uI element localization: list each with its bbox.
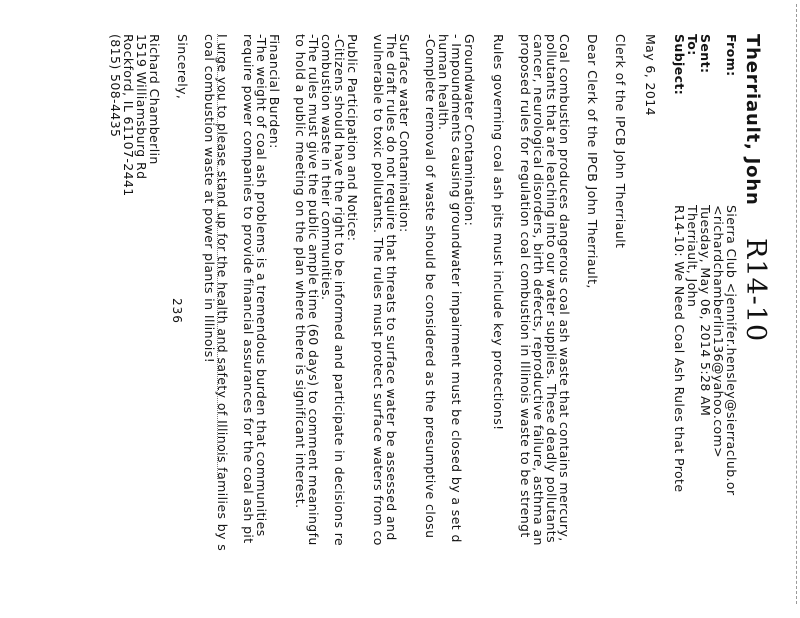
signature-block	[109, 34, 161, 294]
docket-number: R14-10	[740, 238, 771, 343]
section-line: - Impoundments causing groundwater impairment must be closed by a set d	[449, 34, 464, 543]
dotted-separator	[217, 34, 218, 479]
section-line: -The rules must give the public ample time (60 days) to comment meaningfu	[306, 34, 321, 546]
subject-label: Subject:	[672, 34, 687, 96]
closing-line: coal combustion waste at power plants in Illinois!	[202, 34, 217, 364]
signoff: Sincerely,	[175, 34, 190, 100]
header-subject-row	[673, 34, 686, 95]
header-to-row	[686, 34, 699, 56]
section-line: vulnerable to toxic pollutants. The rules must protect surface waters from co	[371, 34, 386, 546]
intro-line: cancer, neurological disorders, birth defects, reproductive failure, asthma an	[531, 34, 546, 546]
public-participation-section	[294, 34, 359, 604]
section-line: -Complete removal of waste should be considered as the presumptive closu	[423, 34, 438, 539]
letter-date: May 6, 2014	[643, 34, 658, 116]
section-heading: Surface water Contamination:	[397, 34, 412, 233]
intro-line: pollutants that are leaching into our water supplies. These deadly pollutants	[544, 34, 559, 544]
financial-burden-section	[242, 34, 281, 604]
header-sent-row	[699, 34, 712, 73]
page-number: 236	[170, 298, 184, 324]
recipient-line: Clerk of the IPCB John Therriault	[613, 34, 628, 249]
sent-value: Tuesday, May 06, 2014 5:28 AM	[698, 205, 713, 417]
signer-city: Rockford, IL 61107-2441	[121, 34, 136, 197]
to-label: To:	[685, 34, 700, 56]
header-from-row	[725, 34, 738, 77]
from-value-line-2: <richardchamberlin136@yahoo.com>	[711, 205, 726, 459]
intro-line: proposed rules for regulation coal combustion in Illinois waste to be strengt	[518, 34, 533, 538]
signer-street: 1519 Williamsburg Rd	[134, 34, 149, 180]
section-line: The draft rules do not require that threats to surface water be assessed and	[384, 34, 399, 541]
signer-name: Richard Chamberlin	[147, 34, 162, 165]
intro-line: Coal combustion produces dangerous coal ash waste that contains mercury,	[557, 34, 572, 542]
scan-top-edge	[796, 4, 797, 604]
section-line: combustion waste in their communities.	[319, 34, 334, 301]
section-line: -Citizens should have the right to be informed and participate in decisions re	[332, 34, 347, 547]
section-line: human health.	[436, 34, 451, 131]
intro-paragraph	[519, 34, 571, 604]
section-line: require power companies to provide financial assurances for the coal ash pit	[241, 34, 256, 544]
section-line: -The weight of coal ash problems is a tremendous burden that communities	[254, 34, 269, 537]
sender-name: Therriault, John	[742, 34, 763, 206]
surface-water-section	[372, 34, 411, 604]
closing-line: I urge you to please stand up for the health and safety of Illinois families by s	[215, 34, 230, 552]
section-heading: Financial Burden:	[267, 34, 282, 149]
section-line: to hold a public meeting on the plan where there is significant interest.	[293, 34, 308, 509]
key-protections-line: Rules governing coal ash pits must include key protections!	[491, 34, 506, 431]
signer-phone: (815) 508-4435	[108, 34, 123, 138]
sent-label: Sent:	[698, 34, 713, 74]
to-value: Therriault, John	[685, 205, 700, 308]
salutation: Dear Clerk of the IPCB John Therriault,	[585, 34, 600, 289]
subject-value: R14-10: We Need Coal Ash Rules that Prote	[672, 205, 687, 493]
from-value-line-1: Sierra Club <jennifer.hensley@sierraclub.or	[724, 205, 739, 496]
section-heading: Groundwater Contamination:	[462, 34, 477, 227]
section-heading: Public Participation and Notice:	[345, 34, 360, 242]
groundwater-section	[424, 34, 476, 604]
closing-plea	[203, 34, 229, 604]
from-label: From:	[724, 34, 739, 77]
